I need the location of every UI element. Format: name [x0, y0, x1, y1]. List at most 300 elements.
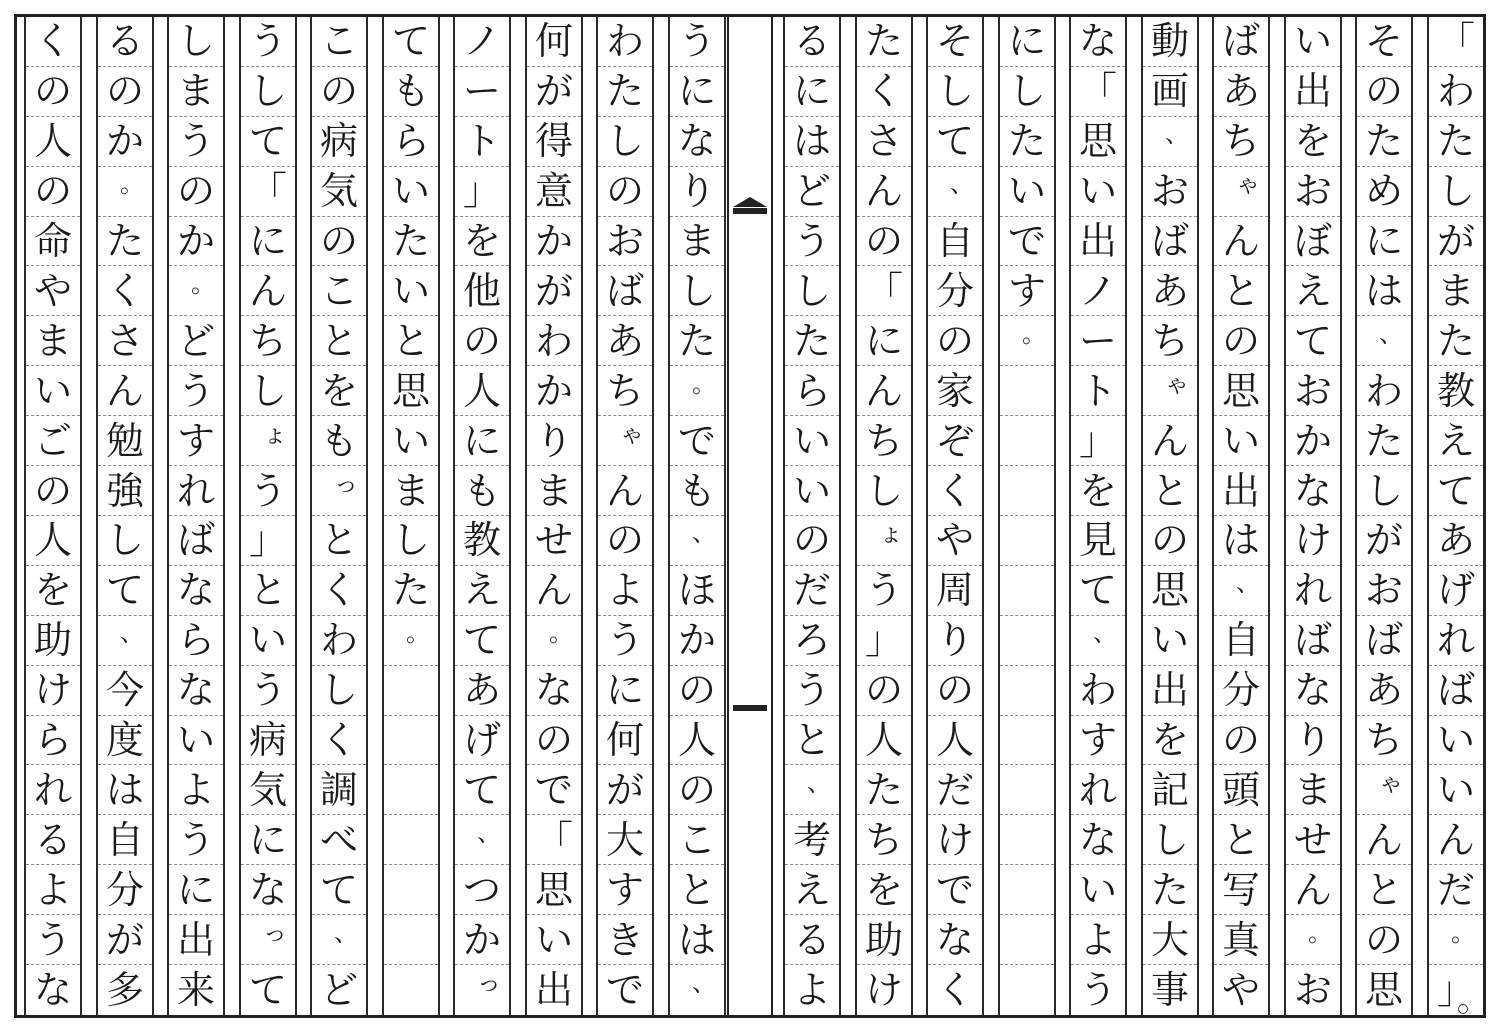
grid-cell: く [26, 17, 80, 67]
grid-cell: お [1286, 366, 1340, 416]
grid-cell: が [527, 267, 581, 317]
grid-cell: の [857, 217, 911, 267]
text-column [310, 17, 368, 1015]
grid-cell: を [1286, 117, 1340, 167]
grid-cell: い [384, 416, 438, 466]
grid-cell: が [98, 915, 152, 965]
grid-cell: に [1000, 17, 1054, 67]
grid-cell: の [527, 716, 581, 766]
grid-cell: と [1214, 267, 1268, 317]
grid-cell: を [455, 217, 509, 267]
grid-cell: う [598, 616, 652, 666]
grid-cell: ち [857, 416, 911, 466]
grid-cell: ょ [241, 416, 295, 466]
grid-cell: 、 [98, 616, 152, 666]
grid-cell: が [527, 67, 581, 117]
grid-cell: ん [598, 466, 652, 516]
grid-cell: 調 [312, 766, 366, 816]
grid-cell: い [1000, 167, 1054, 217]
grid-cell: れ [1429, 616, 1483, 666]
grid-cell: ま [1286, 766, 1340, 816]
grid-cell: た [1000, 117, 1054, 167]
grid-cell: し [384, 516, 438, 566]
grid-cell: て [384, 17, 438, 67]
grid-cell: る [26, 815, 80, 865]
text-column [167, 17, 225, 1015]
grid-cell [384, 865, 438, 915]
grid-cell: ち [598, 366, 652, 416]
grid-cell: ト [1071, 366, 1125, 416]
grid-cell: の [598, 167, 652, 217]
grid-cell: し [1357, 466, 1411, 516]
grid-cell: ん [857, 366, 911, 416]
grid-cell: う [670, 17, 724, 67]
grid-cell [1000, 466, 1054, 516]
grid-cell: ゃ [1357, 766, 1411, 816]
text-column [1355, 17, 1413, 1015]
grid-cell: 教 [1429, 366, 1483, 416]
text-column [239, 17, 297, 1015]
text-column [1427, 17, 1485, 1015]
grid-cell: て [1071, 566, 1125, 616]
grid-cell: な [1071, 815, 1125, 865]
text-column [1069, 17, 1127, 1015]
grid-cell: し [928, 67, 982, 117]
grid-cell [1000, 566, 1054, 616]
grid-cell: す [1071, 716, 1125, 766]
grid-cell: も [670, 466, 724, 516]
grid-cell: わ [527, 316, 581, 366]
grid-cell: し [169, 17, 223, 67]
grid-cell: ば [1286, 616, 1340, 666]
grid-cell: ぼ [1286, 217, 1340, 267]
grid-cell: 記 [1143, 766, 1197, 816]
grid-cell: ん [857, 167, 911, 217]
grid-cell: 意 [527, 167, 581, 217]
grid-cell: や [928, 516, 982, 566]
grid-cell: か [670, 616, 724, 666]
grid-cell: 人 [670, 716, 724, 766]
grid-cell: れ [1071, 766, 1125, 816]
grid-cell: い [241, 616, 295, 666]
grid-cell: に [455, 416, 509, 466]
grid-cell: あ [455, 666, 509, 716]
grid-cell: い [1071, 865, 1125, 915]
grid-cell: ん [527, 566, 581, 616]
grid-cell: と [241, 566, 295, 616]
grid-cell: を [312, 366, 366, 416]
grid-cell: た [857, 17, 911, 67]
grid-cell: 分 [928, 267, 982, 317]
grid-cell: え [1286, 267, 1340, 317]
grid-cell: 他 [455, 267, 509, 317]
grid-cell: た [1357, 416, 1411, 466]
grid-cell: な [1286, 466, 1340, 516]
grid-cell: ば [598, 267, 652, 317]
grid-cell: が [598, 766, 652, 816]
grid-cell: 度 [98, 716, 152, 766]
grid-cell: と [670, 865, 724, 915]
grid-cell: た [785, 316, 839, 366]
grid-cell: な [670, 117, 724, 167]
grid-cell: 「 [1429, 17, 1483, 67]
grid-cell: あ [1143, 267, 1197, 317]
grid-cell [1000, 366, 1054, 416]
grid-cell: ん [241, 267, 295, 317]
grid-cell: う [169, 117, 223, 167]
grid-cell: を [1071, 466, 1125, 516]
grid-cell: う [1078, 968, 1117, 1013]
grid-cell: ま [384, 466, 438, 516]
grid-cell: ほ [670, 566, 724, 616]
grid-cell: お [1143, 167, 1197, 217]
grid-cell: て [248, 968, 287, 1013]
text-column [453, 17, 511, 1015]
grid-cell: な [1286, 666, 1340, 716]
grid-cell: う [241, 17, 295, 67]
grid-cell: 出 [169, 915, 223, 965]
grid-cell: け [864, 968, 903, 1013]
grid-cell: っ [477, 969, 501, 998]
grid-cell: あ [1214, 67, 1268, 117]
grid-cell: そ [928, 17, 982, 67]
grid-cell: 「 [527, 815, 581, 865]
grid-cell: 」 [241, 516, 295, 566]
grid-cell: け [26, 666, 80, 716]
grid-cell: う [241, 666, 295, 716]
grid-cell: ら [169, 616, 223, 666]
grid-cell: わ [598, 17, 652, 67]
grid-cell: 、 [455, 815, 509, 865]
grid-cell: ノ [455, 17, 509, 67]
grid-cell: は [670, 915, 724, 965]
grid-cell: い [1214, 416, 1268, 466]
grid-cell: 大 [598, 815, 652, 865]
grid-cell [384, 915, 438, 965]
corner-dot [1458, 1004, 1468, 1014]
grid-cell: ゃ [598, 416, 652, 466]
grid-cell: い [1429, 766, 1483, 816]
grid-cell: に [598, 666, 652, 716]
grid-cell [1000, 766, 1054, 816]
grid-cell: と [312, 316, 366, 366]
grid-cell: あ [1357, 666, 1411, 716]
grid-cell: 、 [928, 167, 982, 217]
grid-cell: の [598, 516, 652, 566]
grid-cell: 思 [527, 865, 581, 915]
grid-cell: 来 [176, 968, 215, 1013]
grid-cell: ま [527, 466, 581, 516]
text-column [855, 17, 913, 1015]
grid-cell: は [98, 766, 152, 816]
grid-cell: 「 [857, 267, 911, 317]
grid-cell: う [26, 915, 80, 965]
grid-cell: ろ [785, 616, 839, 666]
grid-cell: て [312, 865, 366, 915]
grid-cell: か [169, 217, 223, 267]
grid-cell: 、 [1214, 566, 1268, 616]
grid-cell: い [169, 716, 223, 766]
grid-cell: ん [1429, 815, 1483, 865]
grid-cell: た [384, 566, 438, 616]
grid-cell: た [1429, 117, 1483, 167]
grid-cell: げ [1429, 566, 1483, 616]
grid-cell: て [928, 117, 982, 167]
grid-cell: よ [792, 968, 831, 1013]
grid-cell: の [1143, 516, 1197, 566]
grid-cell: 思 [384, 366, 438, 416]
grid-cell: し [785, 267, 839, 317]
grid-cell: く [312, 716, 366, 766]
grid-cell: す [598, 865, 652, 915]
grid-cell: 頭 [1214, 766, 1268, 816]
text-column [668, 17, 726, 1015]
grid-cell: 得 [527, 117, 581, 167]
text-column [1141, 17, 1199, 1015]
grid-cell: ど [785, 167, 839, 217]
grid-cell: て [455, 616, 509, 666]
grid-cell: て [455, 766, 509, 816]
grid-cell: 自 [928, 217, 982, 267]
grid-cell: を [857, 865, 911, 915]
grid-cell: に [1357, 217, 1411, 267]
grid-cell: 。 [384, 616, 438, 666]
grid-cell: こ [312, 267, 366, 317]
grid-cell: く [857, 67, 911, 117]
grid-cell: あ [598, 316, 652, 366]
grid-cell: を [26, 566, 80, 616]
grid-cell: 」 [1436, 968, 1475, 1013]
grid-cell: お [1293, 968, 1332, 1013]
grid-cell: っ [241, 915, 295, 965]
grid-cell: が [1357, 516, 1411, 566]
grid-cell: 勉 [98, 416, 152, 466]
grid-cell [1000, 616, 1054, 666]
grid-cell [1000, 965, 1054, 1015]
grid-cell: で [527, 766, 581, 816]
grid-cell: よ [1071, 915, 1125, 965]
grid-cell: さ [98, 316, 152, 366]
grid-cell: 出 [1214, 466, 1268, 516]
grid-cell: よ [598, 566, 652, 616]
grid-cell: の [98, 67, 152, 117]
grid-cell: 、 [312, 915, 366, 965]
text-column [1284, 17, 1342, 1015]
grid-cell: い [384, 167, 438, 217]
grid-cell: 考 [785, 815, 839, 865]
grid-cell: め [1357, 167, 1411, 217]
grid-cell: し [98, 516, 152, 566]
grid-cell: 。 [1429, 915, 1483, 965]
grid-cell: 多 [105, 968, 144, 1013]
grid-cell: ら [785, 366, 839, 416]
grid-cell: う [169, 815, 223, 865]
grid-cell: せ [1286, 815, 1340, 865]
grid-cell: 画 [1143, 67, 1197, 117]
grid-cell: り [670, 167, 724, 217]
grid-cell: な [527, 666, 581, 716]
grid-cell: か [1286, 416, 1340, 466]
grid-cell [1000, 666, 1054, 716]
grid-cell: し [598, 117, 652, 167]
grid-cell: に [857, 316, 911, 366]
text-column [96, 17, 154, 1015]
grid-cell: う [857, 566, 911, 616]
grid-cell: や [26, 267, 80, 317]
text-column [1212, 17, 1270, 1015]
grid-cell: と [384, 316, 438, 366]
grid-cell: 。 [169, 267, 223, 317]
text-column [525, 17, 583, 1015]
grid-cell: 人 [928, 716, 982, 766]
grid-cell: ー [1071, 316, 1125, 366]
grid-cell: の [26, 466, 80, 516]
grid-cell: ど [169, 316, 223, 366]
grid-cell: い [1286, 17, 1340, 67]
grid-cell: ら [384, 117, 438, 167]
grid-cell: あ [1429, 516, 1483, 566]
grid-cell: ん [1286, 865, 1340, 915]
grid-cell: ば [1357, 616, 1411, 666]
grid-cell: い [1071, 167, 1125, 217]
grid-cell: た [98, 217, 152, 267]
grid-cell: り [928, 616, 982, 666]
grid-cell: の [169, 167, 223, 217]
grid-cell: 病 [241, 716, 295, 766]
grid-cell: な [169, 666, 223, 716]
grid-cell: は [1357, 267, 1411, 317]
grid-cell: ま [26, 316, 80, 366]
grid-cell: た [384, 217, 438, 267]
text-column [596, 17, 654, 1015]
grid-cell: い [384, 267, 438, 317]
grid-cell: の [455, 316, 509, 366]
grid-cell: 真 [1214, 915, 1268, 965]
grid-cell: 。 [1000, 316, 1054, 366]
grid-cell: て [1429, 466, 1483, 516]
grid-cell: く [312, 566, 366, 616]
text-column [24, 17, 82, 1015]
grid-cell: ん [98, 366, 152, 416]
grid-cell: 「 [1071, 67, 1125, 117]
grid-cell: は [1214, 516, 1268, 566]
grid-cell: ち [1143, 316, 1197, 366]
grid-cell: お [1357, 566, 1411, 616]
grid-cell: も [312, 416, 366, 466]
text-column [998, 17, 1056, 1015]
grid-cell: 、 [1143, 117, 1197, 167]
grid-cell: た [1357, 117, 1411, 167]
grid-cell: 「 [241, 167, 295, 217]
grid-cell: か [527, 366, 581, 416]
grid-cell [1000, 716, 1054, 766]
grid-cell: に [169, 865, 223, 915]
grid-cell: で [1000, 217, 1054, 267]
grid-cell: 」 [1071, 416, 1125, 466]
grid-cell: か [98, 117, 152, 167]
grid-cell: は [785, 117, 839, 167]
grid-cell: え [1429, 416, 1483, 466]
grid-cell: の [1357, 915, 1411, 965]
grid-cell: ま [169, 67, 223, 117]
grid-cell: で [928, 865, 982, 915]
grid-cell: し [1143, 815, 1197, 865]
grid-cell: げ [455, 716, 509, 766]
grid-cell: 分 [98, 865, 152, 915]
grid-cell: す [1000, 267, 1054, 317]
grid-cell: ん [1143, 416, 1197, 466]
grid-cell: で [670, 416, 724, 466]
grid-cell: 。 [98, 167, 152, 217]
grid-cell: た [857, 766, 911, 816]
grid-cell: ぞ [928, 416, 982, 466]
grid-cell: た [670, 316, 724, 366]
grid-cell: と [312, 516, 366, 566]
grid-cell: の [928, 316, 982, 366]
grid-cell: 写 [1214, 865, 1268, 915]
grid-cell: い [1143, 616, 1197, 666]
grid-cell: を [1143, 716, 1197, 766]
grid-cell: に [670, 67, 724, 117]
grid-cell: 動 [1143, 17, 1197, 67]
grid-cell: と [1143, 466, 1197, 516]
grid-cell: 出 [534, 968, 573, 1013]
grid-cell: れ [26, 766, 80, 816]
grid-cell: お [1286, 167, 1340, 217]
grid-cell: と [785, 716, 839, 766]
grid-cell: し [241, 366, 295, 416]
grid-cell: 出 [1143, 666, 1197, 716]
grid-cell: く [928, 466, 982, 516]
grid-cell: な [928, 915, 982, 965]
grid-cell: の [670, 766, 724, 816]
grid-cell: り [527, 416, 581, 466]
grid-cell: こ [670, 815, 724, 865]
grid-cell: い [527, 915, 581, 965]
grid-cell: に [785, 67, 839, 117]
grid-cell: べ [312, 815, 366, 865]
grid-cell: ノ [1071, 267, 1125, 317]
grid-cell: た [598, 67, 652, 117]
grid-cell: い [26, 366, 80, 416]
grid-cell: 。 [527, 616, 581, 666]
grid-cell: る [98, 17, 152, 67]
grid-cell: も [384, 67, 438, 117]
grid-cell [384, 815, 438, 865]
grid-cell: の [26, 167, 80, 217]
grid-cell: な [33, 968, 72, 1013]
grid-cell [384, 716, 438, 766]
grid-cell: ト [455, 117, 509, 167]
grid-cell: の [785, 516, 839, 566]
grid-cell: 助 [857, 915, 911, 965]
grid-cell [384, 965, 438, 1015]
grid-cell: わ [1071, 666, 1125, 716]
grid-cell: う [241, 466, 295, 516]
grid-cell: 、 [1071, 616, 1125, 666]
grid-cell: と [1214, 815, 1268, 865]
grid-cell: ょ [857, 516, 911, 566]
grid-cell: く [935, 968, 974, 1013]
grid-cell [1000, 516, 1054, 566]
grid-cell: 、 [785, 766, 839, 816]
grid-cell: ば [1214, 17, 1268, 67]
grid-cell: て [241, 117, 295, 167]
grid-cell: ち [1214, 117, 1268, 167]
grid-cell: ら [26, 716, 80, 766]
grid-cell: お [598, 217, 652, 267]
text-column [926, 17, 984, 1015]
